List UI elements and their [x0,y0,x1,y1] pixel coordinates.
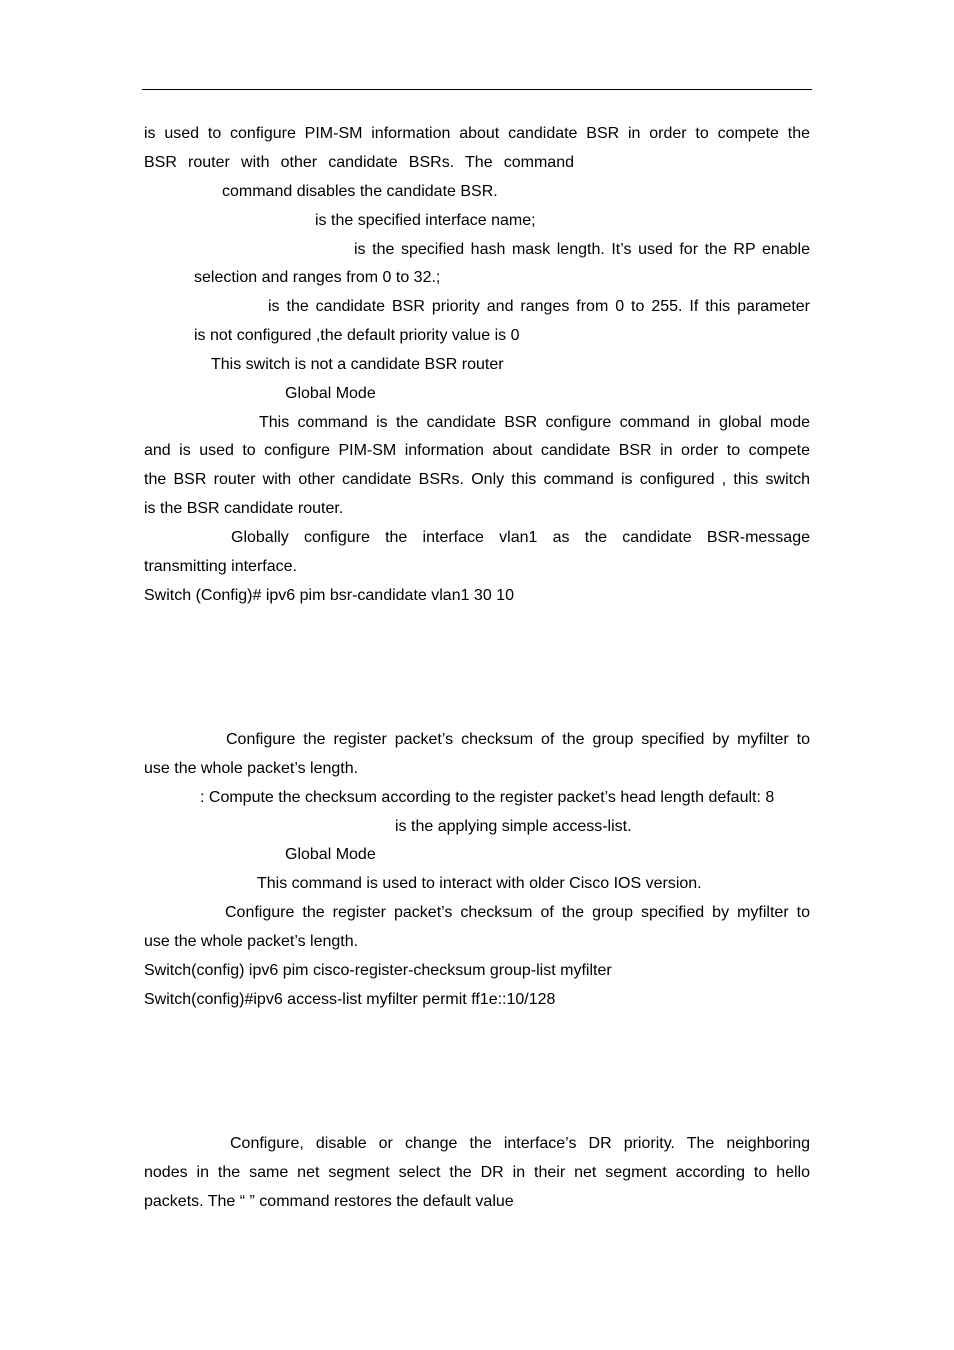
example-2-line-1: Configure the register packet’s checksum of the group specified by myfilter to [225,904,810,921]
usage-guide-line-1: This command is the candidate BSR configure command in global mode [259,414,810,431]
example-command: Switch (Config)# ipv6 pim bsr-candidate vlan1 30 10 [144,587,514,604]
example-description-line-2: transmitting interface. [144,558,297,575]
param-priority-description: is the candidate BSR priority and ranges from 0 to 255. If this parameter [268,298,810,315]
parameter-line-2: is the applying simple access-list. [395,818,632,835]
body-line-2: BSR router with other candidate BSRs. The command [144,154,574,171]
example-2-line-2: use the whole packet’s length. [144,933,359,950]
param-interface-description: is the specified interface name; [315,212,536,229]
usage-guide-2: This command is used to interact with older Cisco IOS version. [257,875,702,892]
example-description-line-1: Globally configure the interface vlan1 as the candidate BSR-message [231,529,810,546]
function-3-line-1: Configure, disable or change the interface’s DR priority. The neighboring [230,1135,810,1152]
body-line-3: command disables the candidate BSR. [222,183,498,200]
param-hash-mask-range: selection and ranges from 0 to 32.; [194,269,441,286]
usage-guide-line-2: and is used to configure PIM-SM information about candidate BSR in order to compete [144,442,810,459]
function-line-1: Configure the register packet’s checksum of the group specified by myfilter to [226,731,810,748]
example-2-command-2: Switch(config)#ipv6 access-list myfilter permit ff1e::10/128 [144,991,556,1008]
command-mode-2: Global Mode [285,846,376,863]
default-description: This switch is not a candidate BSR router [211,356,504,373]
usage-guide-line-3: the BSR router with other candidate BSRs. Only this command is configured , this switch [144,471,810,488]
body-line-1: is used to configure PIM-SM information about candidate BSR in order to compete the [144,125,810,142]
function-line-2: use the whole packet’s length. [144,760,359,777]
param-hash-mask-description: is the specified hash mask length. It’s used for the RP enable [354,241,810,258]
header-rule [142,89,812,90]
function-3-line-3: packets. The “ ” command restores the default value [144,1193,514,1210]
param-priority-default: is not configured ,the default priority value is 0 [194,327,520,344]
function-3-line-2: nodes in the same net segment select the DR in their net segment according to hello [144,1164,810,1181]
example-2-command-1: Switch(config) ipv6 pim cisco-register-checksum group-list myfilter [144,962,612,979]
usage-guide-line-4: is the BSR candidate router. [144,500,344,517]
command-mode: Global Mode [285,385,376,402]
parameter-line-1: : Compute the checksum according to the register packet’s head length default: 8 [200,789,775,806]
